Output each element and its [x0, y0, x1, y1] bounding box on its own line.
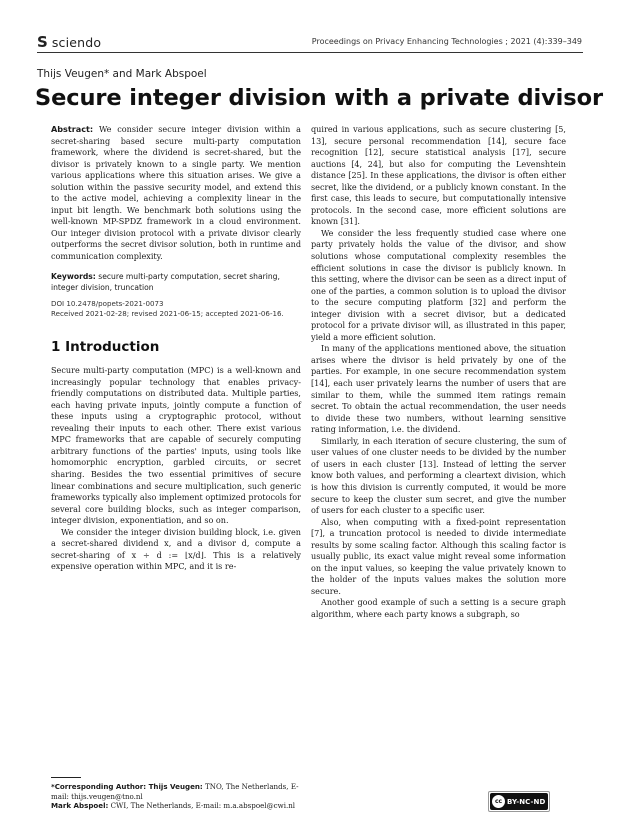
- second-author-label: Mark Abspoel:: [51, 801, 109, 811]
- paper-title: Secure integer division with a private divisor: [35, 85, 603, 111]
- header-rule: [37, 52, 583, 53]
- body-paragraph: Another good example of such a setting is a secure graph algorithm, where each party knows a subgraph, so: [311, 597, 566, 619]
- sciendo-logo-icon: S: [37, 33, 48, 51]
- keywords-text: secure multi-party computation, secret sharing, integer division, truncation: [51, 271, 280, 292]
- doi: DOI 10.2478/popets-2021-0073: [51, 298, 164, 308]
- body-paragraph: In many of the applications mentioned above, the situation arises where the divisor is held privately by one of the parties. For example, in one secure recommendation system [14], each user privately learns the number of users that are similar to them, while the summed item ratings remain secret. To obtain the actual recommendation, the user needs to divide these two numbers, without learning sensitive rating information, i.e. the dividend.: [311, 343, 566, 435]
- intro-paragraph: We consider the integer division building block, i.e. given a secret-shared dividend x, and a divisor d, compute a secret-sharing of x ÷ d := ⌊x/d⌋. This is a relatively expensive operation within MPC, and it is re-: [51, 526, 301, 572]
- keywords: [51, 271, 301, 293]
- author-footnote: [51, 782, 301, 811]
- publisher-logo: [37, 33, 101, 51]
- abstract-text: We consider secure integer division within a secret-sharing based secure multi-party computation framework, where the dividend is secret-shared, but the divisor is privately known to a single party. We mention various applications where this situation arises. We give a solution within the passive security model, and extend this to the active model, achieving a complexity linear in the input bit length. We benchmark both solutions using the well-known MP-SPDZ framework in a cloud environment. Our integer division protocol with a private divisor clearly outperforms the secret divisor solution, both in runtime and communication complexity.: [51, 124, 302, 262]
- abstract: [51, 124, 301, 263]
- body-paragraph: quired in various applications, such as secure clustering [5, 13], secure personal recommendation [14], secure face recognition [12], secure statistical analysis [17], secure auctions [4, 24], but also for computing the Levenshtein distance [25]. In these applications, the divisor is often either secret, like the dividend, or a publicly known constant. In the first case, this leads to secure, but computationally intensive protocols. In the second case, more efficient solutions are known [31].: [311, 124, 566, 227]
- publication-info: [51, 299, 301, 319]
- publisher-name: sciendo: [51, 34, 102, 50]
- received-dates: Received 2021-02-28; revised 2021-06-15; accepted 2021-06-16.: [51, 308, 284, 318]
- footnote-rule: [51, 777, 81, 778]
- section-heading-introduction: 1 Introduction: [51, 338, 160, 355]
- corresponding-author-text: TNO, The Netherlands, E-mail: thijs.veugen@tno.nl: [51, 782, 299, 801]
- body-paragraph: We consider the less frequently studied case where one party privately holds the value of the divisor, and show solutions whose computational complexity resembles the efficient solutions in case the divisor is publicly known. In this setting, where the divisor can be seen as a direct input of one of the parties, a common solution is to upload the divisor to the secure computing platform [32] and perform the integer division with a secret divisor, but a dedicated protocol for a private divisor will, as illustrated in this paper, yield a more efficient solution.: [311, 227, 566, 342]
- journal-citation: Proceedings on Privacy Enhancing Technologies ; 2021 (4):339–349: [311, 37, 582, 46]
- intro-paragraph: Secure multi-party computation (MPC) is a well-known and increasingly popular technology that enables privacy-friendly computations on distributed data. Multiple parties, each having private inputs, jointly compute a function of these inputs using a cryptographic protocol, without revealing their inputs to each other. There exist various MPC frameworks that are capable of securely computing arbitrary functions of the parties' inputs, using tools like homomorphic encryption, garbled circuits, or secret sharing. Besides the two essential primitives of secure linear combinations and secure multiplication, such generic frameworks typically also implement optimized protocols for several core building blocks, such as integer comparison, integer division, exponentiation, and so on.: [51, 365, 301, 526]
- corresponding-author-label: *Corresponding Author: Thijs Veugen:: [51, 782, 203, 791]
- cc-license-badge: [490, 793, 548, 810]
- right-column: [311, 124, 566, 621]
- creative-commons-icon: [492, 795, 505, 808]
- license-type: BY-NC-ND: [507, 797, 546, 806]
- body-paragraph: Also, when computing with a fixed-point representation [7], a truncation protocol is needed to divide intermediate results by some scaling factor. Although this scaling factor is usually public, its exact value might reveal some information on the input values, so keeping the value privately known to the holder of the inputs values makes the solution more secure.: [311, 516, 566, 596]
- left-column: [51, 124, 301, 573]
- keywords-label: Keywords:: [51, 271, 96, 281]
- body-paragraph: Similarly, in each iteration of secure clustering, the sum of user values of one cluster needs to be divided by the number of users in each cluster [13]. Instead of letting the server know both values, and performing a cleartext division, which is how this division is currently computed, it would be more secure to keep the cluster sum secret, and give the number of users for each cluster to a specific user.: [311, 435, 566, 516]
- abstract-label: Abstract:: [51, 124, 94, 134]
- author-line: Thijs Veugen* and Mark Abspoel: [37, 68, 207, 80]
- cc-symbol: cc: [494, 798, 503, 805]
- second-author-text: CWI, The Netherlands, E-mail: m.a.abspoel@cwi.nl: [110, 801, 296, 811]
